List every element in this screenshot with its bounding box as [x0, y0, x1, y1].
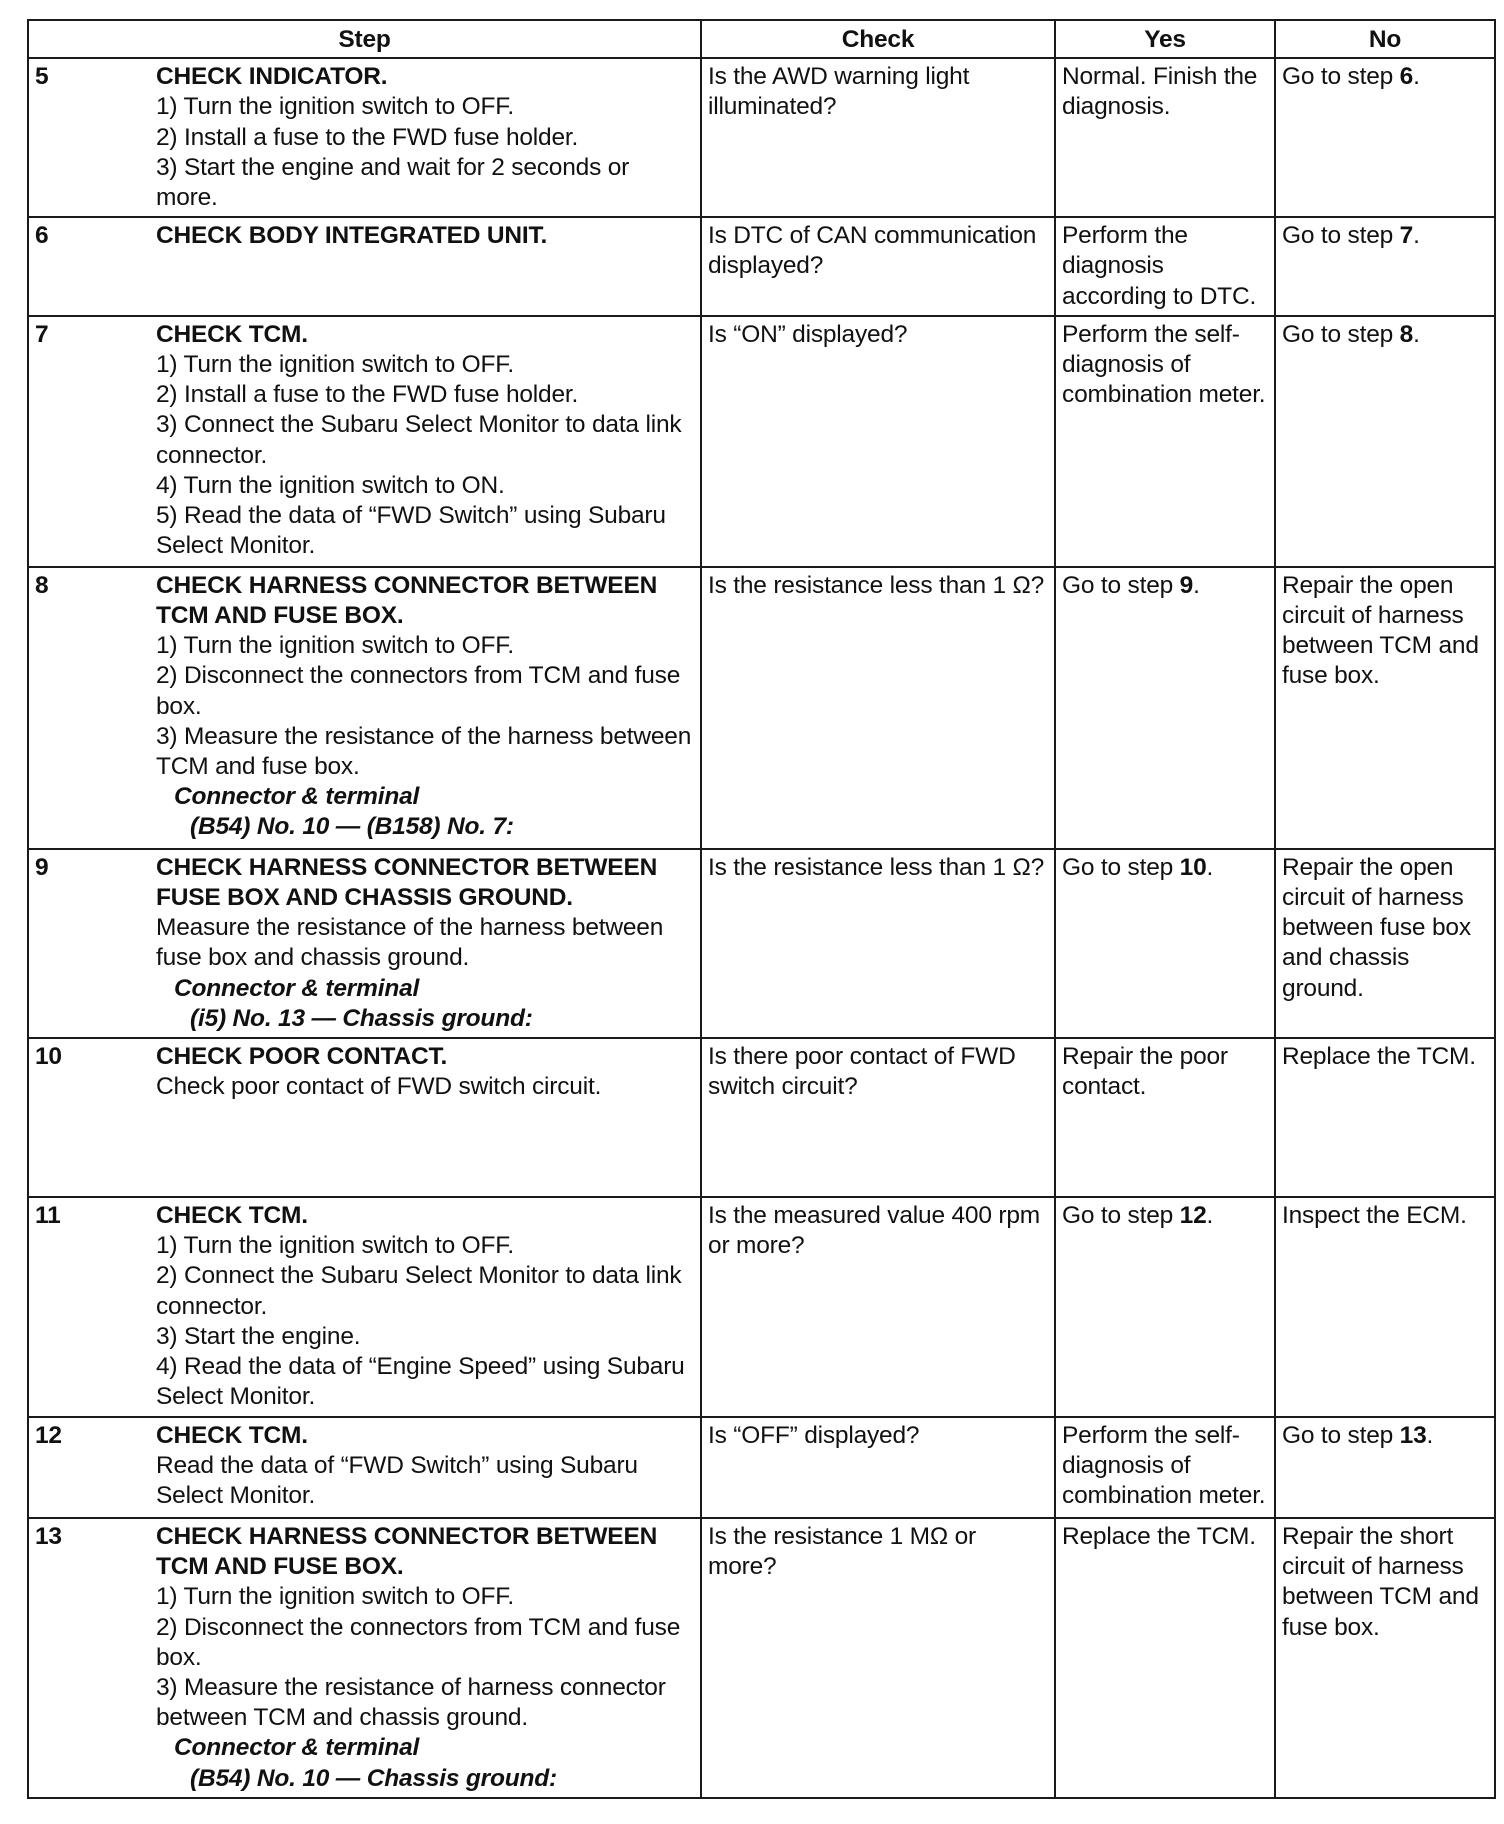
table-row — [28, 1417, 1495, 1518]
table-row — [28, 316, 1495, 567]
yes-action — [1055, 1197, 1275, 1417]
step-title: CHECK HARNESS CONNECTOR BETWEEN — [156, 1523, 658, 1551]
no-action — [1275, 217, 1495, 316]
diagnosis-table — [27, 19, 1496, 1799]
step-number: 13 — [28, 1518, 150, 1798]
step-instruction: 2) Disconnect the connectors from TCM and fuse box. — [156, 662, 681, 720]
step-instruction: Measure the resistance of the harness between fuse box and chassis ground. — [156, 914, 664, 972]
yes-step-ref: 10 — [1179, 853, 1207, 881]
yes-action — [1055, 849, 1275, 1038]
no-action — [1275, 849, 1495, 1038]
header-check: Check — [701, 20, 1055, 58]
step-title: TCM AND FUSE BOX. — [156, 1553, 404, 1581]
connector-label: Connector & terminal — [174, 783, 420, 811]
step-title: CHECK HARNESS CONNECTOR BETWEEN — [156, 853, 658, 881]
step-number: 12 — [28, 1417, 150, 1518]
step-title: CHECK TCM. — [156, 1202, 308, 1230]
no-step-ref: 8 — [1399, 320, 1414, 348]
step-instruction: 3) Measure the resistance of the harness between TCM and fuse box. — [156, 722, 692, 781]
step-number: 11 — [28, 1197, 150, 1417]
step-instruction: 3) Start the engine. — [156, 1322, 361, 1350]
step-title: TCM AND FUSE BOX. — [156, 602, 404, 630]
table-row — [28, 1038, 1495, 1197]
no-action — [1275, 58, 1495, 217]
step-instruction: 3) Connect the Subaru Select Monitor to data link connector. — [156, 411, 682, 469]
step-number: 8 — [28, 567, 150, 849]
step-instruction: 1) Turn the ignition switch to OFF. — [156, 1583, 514, 1611]
no-suffix: . — [1413, 320, 1420, 348]
yes-text: Repair the poor contact. — [1062, 1043, 1228, 1101]
yes-action — [1055, 1518, 1275, 1798]
check-question: Is the AWD warning light illuminated? — [701, 58, 1055, 217]
no-prefix: Go to step — [1282, 222, 1400, 250]
step-instruction: 3) Measure the resistance of harness connector between TCM and chassis ground. — [156, 1674, 666, 1732]
no-action — [1275, 1518, 1495, 1798]
table-row — [28, 1197, 1495, 1417]
step-instruction: 1) Turn the ignition switch to OFF. — [156, 93, 514, 121]
yes-action — [1055, 58, 1275, 217]
no-text: Repair the short circuit of harness between TCM and fuse box. — [1282, 1523, 1479, 1641]
yes-text: Replace the TCM. — [1062, 1523, 1256, 1551]
step-instruction: 2) Disconnect the connectors from TCM and fuse box. — [156, 1613, 681, 1671]
no-action — [1275, 567, 1495, 849]
step-title: CHECK BODY INTEGRATED UNIT. — [156, 222, 548, 250]
yes-suffix: . — [1193, 571, 1200, 599]
step-description — [150, 567, 701, 849]
step-number: 10 — [28, 1038, 150, 1197]
step-instruction: Check poor contact of FWD switch circuit. — [156, 1073, 602, 1101]
step-instruction: 2) Connect the Subaru Select Monitor to data link connector. — [156, 1262, 682, 1320]
no-prefix: Go to step — [1282, 320, 1400, 348]
step-description — [150, 1038, 701, 1197]
step-number: 7 — [28, 316, 150, 567]
step-instruction: 2) Install a fuse to the FWD fuse holder. — [156, 381, 579, 409]
connector-label: Connector & terminal — [174, 1734, 420, 1762]
connector-terminals: (B54) No. 10 — (B158) No. 7: — [190, 813, 514, 841]
yes-prefix: Go to step — [1062, 1202, 1180, 1230]
check-question: Is DTC of CAN communication displayed? — [701, 217, 1055, 316]
step-description — [150, 58, 701, 217]
check-question: Is the measured value 400 rpm or more? — [701, 1197, 1055, 1417]
step-description — [150, 1197, 701, 1417]
header-no: No — [1275, 20, 1495, 58]
no-prefix: Go to step — [1282, 63, 1400, 91]
yes-text: Perform the self-diagnosis of combination meter. — [1062, 320, 1266, 409]
no-step-ref: 7 — [1399, 222, 1414, 250]
no-text: Repair the open circuit of harness between fuse box and chassis ground. — [1282, 853, 1471, 1002]
step-description — [150, 316, 701, 567]
no-prefix: Go to step — [1282, 1422, 1400, 1450]
step-number: 6 — [28, 217, 150, 316]
step-title: CHECK POOR CONTACT. — [156, 1043, 448, 1071]
step-title: CHECK HARNESS CONNECTOR BETWEEN — [156, 571, 658, 599]
check-question: Is “ON” displayed? — [701, 316, 1055, 567]
step-instruction: 3) Start the engine and wait for 2 seconds or more. — [156, 153, 630, 212]
no-text: Repair the open circuit of harness between TCM and fuse box. — [1282, 571, 1479, 690]
step-number: 5 — [28, 58, 150, 217]
no-suffix: . — [1413, 222, 1420, 250]
no-suffix: . — [1426, 1422, 1434, 1450]
yes-action — [1055, 1038, 1275, 1197]
check-question: Is there poor contact of FWD switch circuit? — [701, 1038, 1055, 1197]
step-instruction: 5) Read the data of “FWD Switch” using Subaru Select Monitor. — [156, 502, 666, 560]
check-question: Is “OFF” displayed? — [701, 1417, 1055, 1518]
yes-action — [1055, 1417, 1275, 1518]
yes-text: Perform the diagnosis according to DTC. — [1062, 222, 1257, 310]
yes-action — [1055, 567, 1275, 849]
step-title: CHECK TCM. — [156, 320, 308, 348]
step-description — [150, 217, 701, 316]
yes-text: Perform the self-diagnosis of combination meter. — [1062, 1422, 1266, 1510]
yes-prefix: Go to step — [1062, 853, 1180, 881]
check-question: Is the resistance 1 MΩ or more? — [701, 1518, 1055, 1798]
table-row — [28, 567, 1495, 849]
table-body — [28, 58, 1495, 1798]
step-number: 9 — [28, 849, 150, 1038]
table-row — [28, 849, 1495, 1038]
yes-step-ref: 12 — [1179, 1202, 1207, 1230]
yes-prefix: Go to step — [1062, 571, 1180, 599]
yes-suffix: . — [1206, 1202, 1214, 1230]
header-yes: Yes — [1055, 20, 1275, 58]
step-instruction: 4) Turn the ignition switch to ON. — [156, 471, 505, 499]
step-description — [150, 1417, 701, 1518]
table-row — [28, 217, 1495, 316]
no-suffix: . — [1413, 63, 1420, 91]
step-instruction: Read the data of “FWD Switch” using Subaru Select Monitor. — [156, 1452, 638, 1510]
step-description — [150, 1518, 701, 1798]
check-question: Is the resistance less than 1 Ω? — [701, 849, 1055, 1038]
no-action — [1275, 1417, 1495, 1518]
yes-action — [1055, 217, 1275, 316]
connector-terminals: (B54) No. 10 — Chassis ground: — [190, 1764, 558, 1792]
table-row — [28, 58, 1495, 217]
no-action — [1275, 316, 1495, 567]
step-instruction: 1) Turn the ignition switch to OFF. — [156, 632, 514, 660]
no-step-ref: 6 — [1399, 63, 1414, 91]
step-instruction: 4) Read the data of “Engine Speed” using Subaru Select Monitor. — [156, 1353, 685, 1411]
no-step-ref: 13 — [1399, 1422, 1427, 1450]
table-row — [28, 1518, 1495, 1798]
step-instruction: 2) Install a fuse to the FWD fuse holder. — [156, 123, 579, 151]
step-instruction: 1) Turn the ignition switch to OFF. — [156, 351, 514, 379]
no-action — [1275, 1038, 1495, 1197]
step-title: CHECK TCM. — [156, 1422, 308, 1450]
yes-suffix: . — [1206, 853, 1214, 881]
step-title: FUSE BOX AND CHASSIS GROUND. — [156, 884, 573, 912]
check-question: Is the resistance less than 1 Ω? — [701, 567, 1055, 849]
no-text: Inspect the ECM. — [1282, 1202, 1467, 1230]
step-instruction: 1) Turn the ignition switch to OFF. — [156, 1232, 514, 1260]
no-action — [1275, 1197, 1495, 1417]
yes-step-ref: 9 — [1179, 571, 1194, 599]
step-title: CHECK INDICATOR. — [156, 63, 388, 91]
header-step: Step — [28, 20, 701, 58]
yes-text: Normal. Finish the diagnosis. — [1062, 63, 1258, 121]
step-description — [150, 849, 701, 1038]
yes-action — [1055, 316, 1275, 567]
table-header-row — [28, 20, 1495, 58]
connector-label: Connector & terminal — [174, 974, 420, 1002]
no-text: Replace the TCM. — [1282, 1043, 1476, 1071]
connector-terminals: (i5) No. 13 — Chassis ground: — [190, 1004, 533, 1032]
